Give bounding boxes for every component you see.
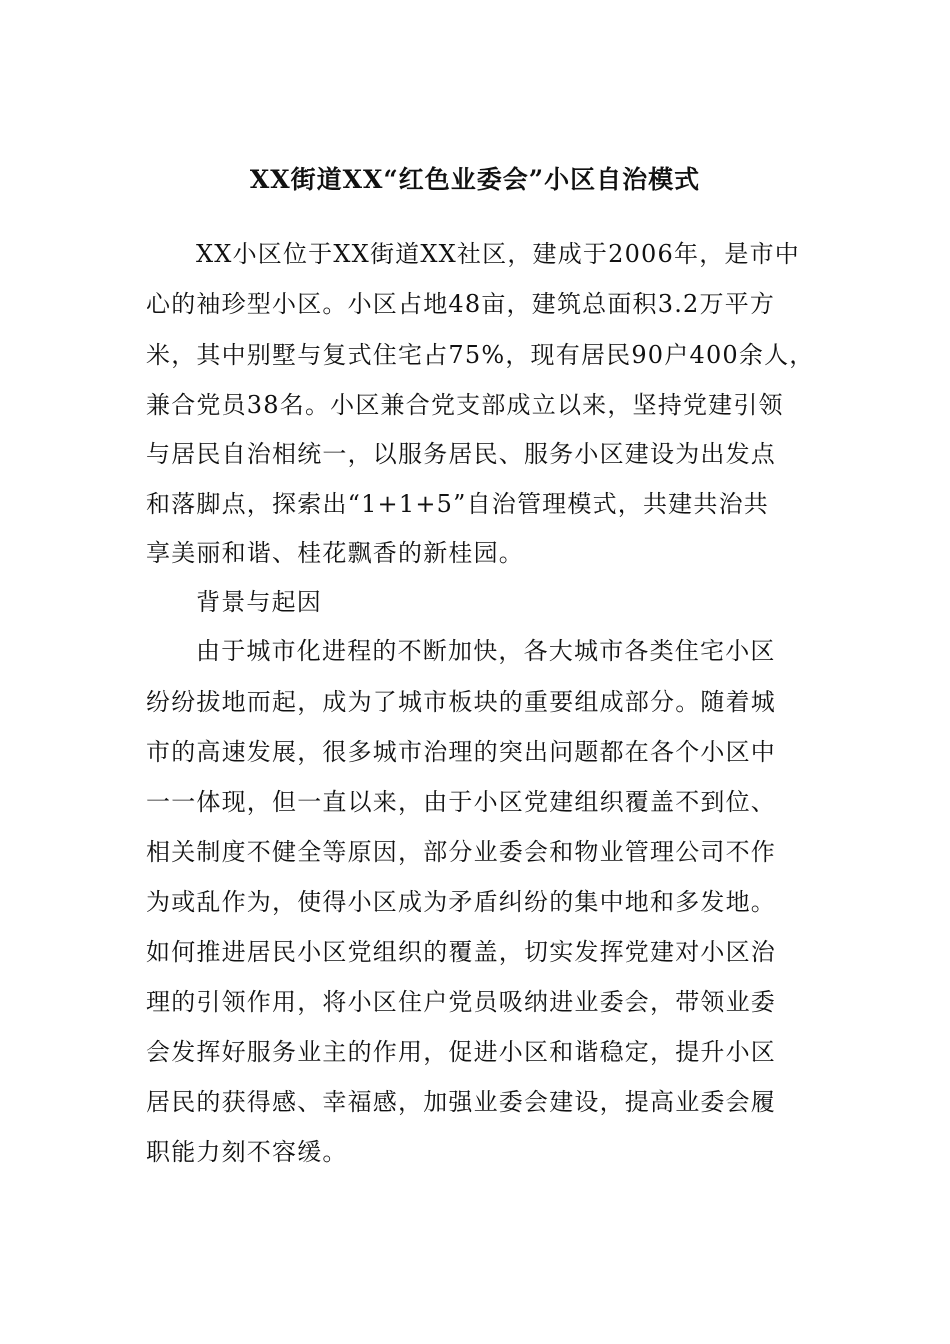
paragraph-line: 相关制度不健全等原因，部分业委会和物业管理公司不作	[146, 838, 776, 866]
paragraph-line: 享美丽和谐、桂花飘香的新桂园。	[146, 539, 524, 567]
paragraph-line: XX小区位于XX街道XX社区，建成于2006年，是市中	[196, 240, 800, 268]
paragraph-line: 如何推进居民小区党组织的覆盖，切实发挥党建对小区治	[146, 938, 776, 966]
paragraph-line: 和落脚点，探索出“1+1+5”自治管理模式，共建共治共	[146, 490, 769, 518]
paragraph-line: 纷纷拔地而起，成为了城市板块的重要组成部分。随着城	[146, 688, 776, 716]
document-title: XX街道XX“红色业委会”小区自治模式	[249, 165, 701, 194]
paragraph-line: 职能力刻不容缓。	[146, 1138, 348, 1166]
paragraph-line: 由于城市化进程的不断加快，各大城市各类住宅小区	[196, 637, 776, 665]
paragraph-line: 理的引领作用，将小区住户党员吸纳进业委会，带领业委	[146, 988, 776, 1016]
section-heading: 背景与起因	[196, 588, 322, 616]
paragraph-line: 市的高速发展，很多城市治理的突出问题都在各个小区中	[146, 738, 776, 766]
paragraph-line: 心的袖珍型小区。小区占地48亩，建筑总面积3.2万平方	[146, 290, 776, 318]
paragraph-line: 一一体现，但一直以来，由于小区党建组织覆盖不到位、	[146, 788, 776, 816]
paragraph-line: 与居民自治相统一，以服务居民、服务小区建设为出发点	[146, 440, 776, 468]
paragraph-line: 兼合党员38名。小区兼合党支部成立以来，坚持党建引领	[146, 391, 784, 419]
paragraph-line: 会发挥好服务业主的作用，促进小区和谐稳定，提升小区	[146, 1038, 776, 1066]
paragraph-line: 为或乱作为，使得小区成为矛盾纠纷的集中地和多发地。	[146, 888, 776, 916]
paragraph-line: 居民的获得感、幸福感，加强业委会建设，提高业委会履	[146, 1088, 776, 1116]
paragraph-line: 米，其中别墅与复式住宅占75%，现有居民90户400余人，	[146, 341, 815, 369]
